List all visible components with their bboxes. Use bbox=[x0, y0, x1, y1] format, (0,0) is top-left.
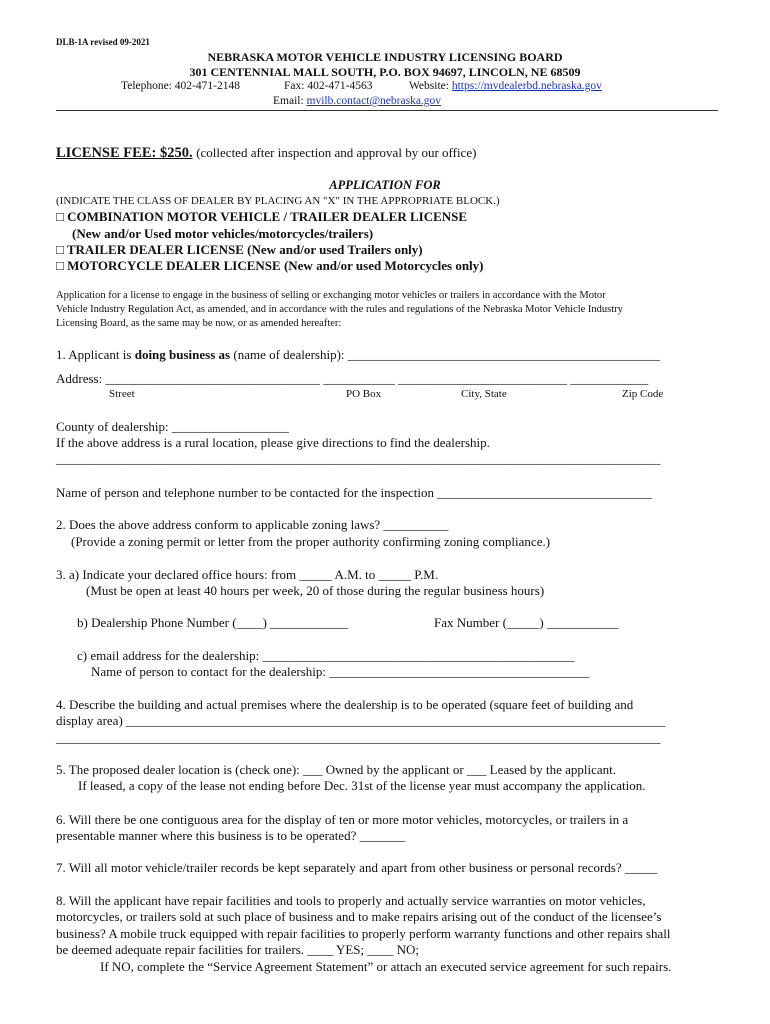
q1-dba bbox=[56, 347, 660, 363]
board-address: 301 CENTENNIAL MALL SOUTH, P.O. BOX 94697, LINCOLN, NE 68509 bbox=[189, 65, 581, 79]
q2-line-2: (Provide a zoning permit or letter from the proper authority confirming zoning compliance.) bbox=[71, 534, 551, 549]
option-combination-sub: (New and/or Used motor vehicles/motorcycles/trailers) bbox=[72, 226, 374, 241]
application-instruction: (INDICATE THE CLASS OF DEALER BY PLACING AN "X" IN THE APPROPRIATE BLOCK.) bbox=[56, 195, 500, 207]
board-name: NEBRASKA MOTOR VEHICLE INDUSTRY LICENSING BOARD bbox=[207, 50, 563, 64]
q8-line-2: motorcycles, or trailers sold at such place of business and to make repairs arising out of the conduct of the licensee’s bbox=[56, 909, 662, 924]
q8-line-1: 8. Will the applicant have repair facilities and tools to properly and actually service warranties on motor vehicles, bbox=[56, 893, 646, 908]
option-motorcycle-label: MOTORCYCLE DEALER LICENSE (New and/or used Motorcycles only) bbox=[67, 258, 484, 273]
option-trailer-label: TRAILER DEALER LICENSE (New and/or used Trailers only) bbox=[66, 242, 423, 257]
label-city-state: City, State bbox=[461, 388, 507, 400]
q4-line-2[interactable]: display area) ___________________________________________________________________________________ bbox=[56, 713, 666, 728]
website-link[interactable]: https://mvdealerbd.nebraska.gov bbox=[451, 80, 602, 92]
option-combination bbox=[56, 209, 467, 225]
q3-c-email[interactable]: c) email address for the dealership: ________________________________________________ bbox=[77, 648, 575, 663]
telephone: Telephone: 402-471-2148 bbox=[121, 80, 240, 92]
label-street: Street bbox=[109, 388, 135, 400]
q1-prefix: 1. Applicant is bbox=[56, 347, 135, 362]
option-trailer bbox=[56, 242, 423, 258]
label-po-box: PO Box bbox=[346, 388, 382, 400]
email bbox=[273, 95, 441, 107]
q5-line-1[interactable]: 5. The proposed dealer location is (check one): ___ Owned by the applicant or ___ Leased by the applicant. bbox=[56, 762, 617, 777]
q3-c-contact[interactable]: Name of person to contact for the dealership: ________________________________________ bbox=[91, 664, 590, 679]
option-combination-label: COMBINATION MOTOR VEHICLE / TRAILER DEALER LICENSE bbox=[67, 209, 468, 224]
license-fee-note: (collected after inspection and approval by our office) bbox=[196, 145, 477, 160]
q1-county[interactable]: County of dealership: __________________ bbox=[56, 419, 289, 434]
email-link[interactable]: mvilb.contact@nebraska.gov bbox=[306, 95, 442, 107]
q1-address[interactable]: Address: _________________________________ ___________ __________________________ ____________ bbox=[56, 371, 649, 386]
q1-rural: If the above address is a rural location, please give directions to find the dealership. bbox=[56, 435, 490, 450]
q3-b-fax[interactable]: Fax Number (_____) ___________ bbox=[434, 615, 619, 630]
q1-rural-line[interactable]: _____________________________________________________________________________________________ bbox=[56, 451, 661, 466]
q2-line-1[interactable]: 2. Does the above address conform to applicable zoning laws? __________ bbox=[56, 517, 449, 532]
q3-a-line-1[interactable]: 3. a) Indicate your declared office hours: from _____ A.M. to _____ P.M. bbox=[56, 567, 439, 582]
q1-suffix[interactable]: (name of dealership): ________________________________________________ bbox=[230, 347, 660, 362]
intro-line-2: Vehicle Industry Regulation Act, as amended, and in accordance with the rules and regulations of the Nebraska Motor Vehicle Industry bbox=[56, 304, 623, 315]
q4-line-1: 4. Describe the building and actual premises where the dealership is to be operated (square feet of building and bbox=[56, 697, 634, 712]
checkbox-trailer[interactable]: □ bbox=[56, 242, 64, 257]
q3-a-line-2: (Must be open at least 40 hours per week, 20 of those during the regular business hours) bbox=[86, 583, 545, 598]
q6-line-2[interactable]: presentable manner where this business is to be operated? _______ bbox=[56, 828, 406, 843]
intro-line-3: Licensing Board, as the same may be now, or as amended hereafter: bbox=[56, 318, 342, 329]
q8-line-5: If NO, complete the “Service Agreement Statement” or attach an executed service agreement for such repairs. bbox=[100, 959, 672, 974]
website-label: Website: bbox=[409, 80, 449, 92]
header-divider bbox=[56, 110, 718, 111]
license-fee bbox=[56, 145, 476, 162]
label-zip: Zip Code bbox=[622, 388, 664, 400]
q8-line-3: business? A mobile truck equipped with repair facilities to properly perform warranty functions and other repairs shall bbox=[56, 926, 671, 941]
checkbox-combination[interactable]: □ bbox=[56, 209, 64, 224]
q4-line-3[interactable]: _____________________________________________________________________________________________ bbox=[56, 730, 661, 745]
q1-contact[interactable]: Name of person and telephone number to be contacted for the inspection _________________________________ bbox=[56, 485, 652, 500]
q5-line-2: If leased, a copy of the lease not ending before Dec. 31st of the license year must accompany the application. bbox=[78, 778, 646, 793]
q1-bold: doing business as bbox=[134, 347, 231, 362]
form-id: DLB-1A revised 09-2021 bbox=[56, 37, 150, 47]
website bbox=[409, 80, 602, 92]
checkbox-motorcycle[interactable]: □ bbox=[56, 258, 64, 273]
application-title: APPLICATION FOR bbox=[329, 178, 441, 192]
q3-b-phone[interactable]: b) Dealership Phone Number (____) ____________ bbox=[77, 615, 349, 630]
license-fee-label: LICENSE FEE: $250. bbox=[56, 145, 193, 161]
option-motorcycle bbox=[56, 258, 484, 274]
email-label: Email: bbox=[273, 95, 304, 107]
intro-line-1: Application for a license to engage in the business of selling or exchanging motor vehicles or trailers in accordance with the Motor bbox=[56, 290, 606, 301]
q8-line-4[interactable]: be deemed adequate repair facilities for trailers. ____ YES; ____ NO; bbox=[56, 942, 420, 957]
fax: Fax: 402-471-4563 bbox=[284, 80, 373, 92]
q7-line-1[interactable]: 7. Will all motor vehicle/trailer records be kept separately and apart from other business or personal records? _____ bbox=[56, 860, 658, 875]
q6-line-1: 6. Will there be one contiguous area for the display of ten or more motor vehicles, motorcycles, or trailers in a bbox=[56, 812, 629, 827]
